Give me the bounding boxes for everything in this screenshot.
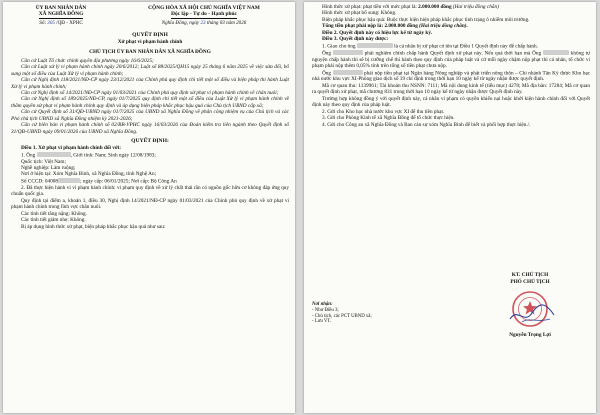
violator-prefix: 1. Ông (21, 152, 37, 159)
id-card-details: ; ngày cấp: 06/01/2025; Nơi cấp: Bộ Công An (80, 178, 177, 185)
main-penalty-prefix: Hình thức xử phạt: phạt tiền với mức phạt là: (322, 4, 419, 10)
id-card-prefix: Số CCCD: 04008 (21, 178, 59, 185)
article-2: Điều 2. Quyết định này có hiệu lực kể từ ngày ký. (322, 29, 433, 36)
obligation-prefix: Ông (322, 50, 333, 57)
legal-basis-item: Căn cứ Nghị định 118/2021/NĐ-CP ngày 23/12/2021 của Chính phủ quy định chi tiết một số điều và biện pháp thi hành Luật Xử lý vi phạm hành chính; (11, 77, 289, 90)
document-title-line2: Xử phạt vi phạm hành chính (117, 38, 183, 45)
delivery-2: 2. Gửi cho Kho bạc nhà nước khu vực XI để thu tiền phạt. (322, 108, 445, 115)
legal-basis-item: Căn cứ biên bản vi phạm hành chính số 02/BB-VPHC ngày 16/03/2026 của Đoàn kiểm tra liên ngành theo Quyết định số 31/QĐ-UBND ngày 09/01/2026 của UBND xã Nghĩa Đồng. (11, 122, 289, 135)
place-date (119, 20, 289, 26)
document-number-value: 305 (47, 19, 55, 26)
remedial-measures: Biện pháp khắc phục hậu quả: Buộc thực hiện biện pháp khắc phục tình trạng ô nhiễm môi trường. (322, 16, 530, 23)
legal-bases (11, 58, 289, 135)
total-fine-words: (Hai triệu đồng chẵn). (417, 23, 468, 30)
payment-prefix: Ông (322, 70, 333, 77)
national-motto-line1: CỘNG HÒA XÃ HỘI CHỦ NGHĨA VIỆT NAM (148, 5, 260, 11)
violator-name-line (11, 152, 289, 159)
document-number-suffix: /QĐ - XPHC (54, 19, 83, 26)
account-details: Mã cơ quan thu: 1139961; Tài khoản thu NSNN: 7111; Mã nội dung kinh tế (tiểu mục) 4278; Mã địa bàn: 17284; Mã cơ quan ra quyết định xử phạt, mã chương 831 trong thời hạn 10 ngày kể từ ngày nhận được Quyết định này. (312, 82, 590, 96)
delivery-3: 3. Gửi cho Phòng Kinh tế xã Nghĩa Đồng để tổ chức thực hiện. (322, 115, 455, 122)
document-title-line1: QUYẾT ĐỊNH (132, 32, 168, 38)
article-1: Điều 1. Xử phạt vi phạm hành chính đối với: (21, 145, 122, 152)
mitigating-circumstances: Các tình tiết giảm nhẹ: Không. (21, 217, 86, 224)
recipient-item: - Lưu VT. (312, 319, 332, 325)
document-number-prefix: Số: (39, 19, 48, 26)
document-page-right (304, 2, 596, 413)
redacted-name (333, 50, 363, 55)
nationality: Quốc tịch: Việt Nam; (21, 158, 66, 165)
complaint-rights: Trường hợp không đồng ý với quyết định này, cá nhân vi phạm có quyền khiếu nại hoặc khởi kiện hành chính đối với Quyết định này theo quy định của pháp luật. (312, 95, 590, 109)
delivery-4: 4. Gửi cho Công an xã Nghĩa Đồng và Ban cán sự xóm Nghĩa Bình để biết và phối hợp thực hiện./. (322, 121, 531, 128)
national-motto (119, 5, 289, 19)
document-title (11, 32, 289, 45)
main-penalty-words: (Hai triệu đồng chẵn) (451, 4, 499, 10)
official-seal-with-signature (504, 289, 556, 329)
redacted-name (37, 152, 71, 157)
redacted-id (58, 178, 80, 183)
document-number (11, 20, 111, 26)
payment-text: phải nộp tiền phạt tại Ngân hàng Nông nghiệp và phát triển nông thôn – Chi nhánh Tân Kỳ được Kho bạc nhà nước khu vực XI-Phòng giao dịch số 19 chỉ định trong thời hạn 10 ngày kể từ ngày nhận được quyết định. (312, 70, 590, 83)
legal-basis-item: Căn cứ Quyết định số 31/QĐ-UBND ngày 01/7/2025 của UBND xã Nghĩa Đồng về phân công nhiệm vụ của Chủ tịch và các Phó chủ tịch UBND xã Nghĩa Đồng nhiệm kỳ 2021-2026; (11, 109, 289, 122)
recipients-block (312, 302, 462, 325)
id-card-line (11, 178, 289, 185)
place-date-day: 23 (200, 19, 206, 26)
signature-authority-line1: KT. CHỦ TỊCH (511, 272, 549, 278)
main-penalty-amount: 2.000.000 đồng (418, 4, 452, 10)
decision-heading: QUYẾT ĐỊNH: (131, 138, 169, 145)
document-meta (11, 20, 289, 26)
signature-authority-line2: PHÓ CHỦ TỊCH (510, 278, 550, 285)
recipient-item: - Chủ tịch, các PCT UBND xã; (312, 313, 372, 319)
payment-paragraph (312, 70, 590, 83)
recipients-title: Nơi nhận: (312, 302, 333, 307)
issuing-authority-line1: ỦY BAN NHÂN DÂN (35, 5, 87, 11)
document-header (11, 5, 289, 19)
signature-block (476, 272, 584, 338)
place-date-prefix: Nghĩa Đồng, ngày (161, 19, 201, 26)
delivery-1-prefix: 1. Giao cho ông (322, 43, 357, 50)
official-seal-icon (504, 289, 560, 331)
signer-name: Nguyễn Trọng Lợi (509, 332, 551, 338)
national-motto-line2: Độc lập - Tự do - Hạnh phúc (171, 11, 237, 18)
occupation: Nghề nghiệp: Làm ruộng; (21, 165, 76, 171)
applicable-regulation: Quy định tại điểm a, khoản 1, điều 30, Nghị định 14/2021/NĐ-CP ngày 01/03/2021 của Chính phủ quy định về xử phạt vi phạm hành chính trong lĩnh vực chăn nuôi. (11, 197, 289, 211)
document-page-left (3, 2, 295, 413)
recipient-item: - Như Điều 3; (312, 307, 339, 313)
residence: Nơi ở hiện tại: Xóm Nghĩa Bình, xã Nghĩa Đồng, tỉnh Nghệ An; (21, 171, 157, 178)
obligation-text-2: không tự nguyện chấp hành thì sẽ bị cưỡng chế thi hành theo quy định của pháp luật và cứ mỗi ngày chậm nộp phạt thì cá nhân, tổ chức vi phạm phải nộp thêm 0,05% tính trên tổng số tiền phạt chưa nộp. (312, 50, 590, 70)
legal-basis-item: Căn cứ Nghị định số 14/2021/NĐ-CP ngày 01/03/2021 của Chính phủ quy định xử phạt vi phạm hành chính về chăn nuôi; (21, 89, 279, 96)
authority-heading: CHỦ TỊCH ỦY BAN NHÂN DÂN XÃ NGHĨA ĐỒNG (89, 49, 211, 56)
article-3: Điều 3. Quyết định này được: (322, 36, 389, 43)
obligation-paragraph (312, 50, 590, 70)
legal-basis-item: Căn cứ Luật xử lý vi phạm hành chính ngày 20/6/2012; Luật số 88/2025/QH15 ngày 25 tháng 6 năm 2025 về việc sửa đổi, bổ sung một số điều của Luật Xử lý vi phạm hành chính; (11, 64, 289, 77)
violator-details: , Giới tính: Nam; Sinh ngày 12/08/1983; (70, 152, 156, 159)
issuing-authority-line2: XÃ NGHĨA ĐÔNG (38, 11, 84, 18)
redacted-name (333, 70, 363, 75)
place-date-suffix: tháng 03 năm 2026 (205, 19, 247, 26)
decision-body-right (312, 4, 590, 128)
redacted-name (357, 43, 393, 48)
total-fine-prefix: Tổng tiền phạt phải nộp là: (322, 23, 385, 30)
legal-basis-item: Căn cứ Luật Tổ chức chính quyền địa phương ngày 16/6/2025; (21, 57, 154, 64)
delivery-1-rest: là cá nhân bị xử phạt có tên tại Điều 1 Quyết định này để chấp hành. (392, 43, 538, 50)
legal-basis-item: Căn cứ Nghị định số 189/2025/NĐ-CP, ngày 01/7/2025 quy định chi tiết một số điều của Luật Xử lý vi phạm hành chính về thẩm quyền xử phạt vi phạm hành chính quy định và áp dụng biện pháp khắc phục hậu quả của Chủ tịch UBND cấp xã; (11, 96, 289, 109)
issuing-authority (11, 5, 111, 19)
total-fine-amount: 2.000.000 đồng (384, 23, 418, 30)
obligation-text: phải nghiêm chỉnh chấp hành Quyết định xử phạt này. Nếu quá thời hạn mà Ông (362, 50, 543, 57)
aggravating-circumstances: Các tình tiết tăng nặng: Không. (21, 210, 87, 217)
additional-penalty: Hình thức xử phạt bổ sung: Không. (322, 10, 397, 17)
redacted-name (543, 50, 569, 55)
penalty-intro: Bị áp dụng hình thức xử phạt, biện pháp khắc phục hậu quả như sau: (21, 223, 166, 230)
delivery-1 (312, 43, 590, 50)
violation-description: 2. Đã thực hiện hành vi vi phạm hành chính: vi phạm quy định về xử lý chất thải rắn có nguồn gốc hữu cơ không đáp ứng quy chuẩn quốc gia. (11, 184, 289, 198)
decision-body-left (11, 145, 289, 230)
